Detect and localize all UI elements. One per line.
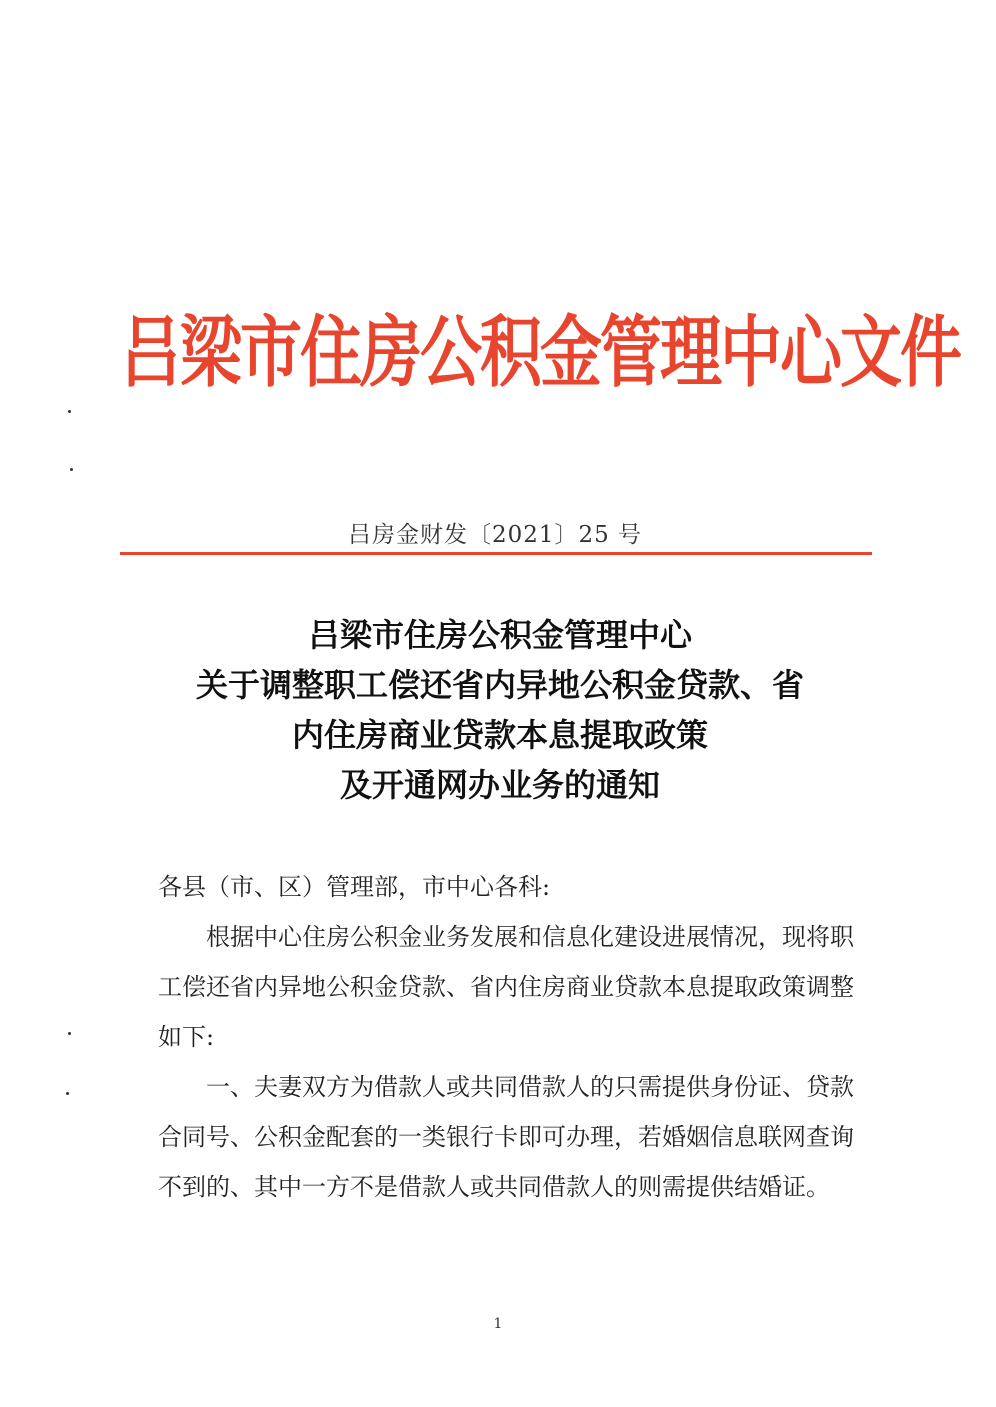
paragraph-intro: 根据中心住房公积金业务发展和信息化建设进展情况，现将职工偿还省内异地公积金贷款、省内住房商业贷款本息提取政策调整如下: [158, 923, 854, 1051]
title-line-2: 关于调整职工偿还省内异地公积金贷款、省 [195, 666, 804, 704]
document-number: 吕房金财发〔2021〕25 号 [347, 522, 643, 548]
title-line-1: 吕梁市住房公积金管理中心 [307, 616, 692, 654]
scan-speck [66, 1092, 69, 1095]
paragraph-item-1: 一、夫妻双方为借款人或共同借款人的只需提供身份证、贷款合同号、公积金配套的一类银行卡即可办理，若婚姻信息联网查询不到的、其中一方不是借款人或共同借款人的则需提供结婚证。 [158, 1073, 854, 1201]
notice-body [158, 862, 858, 1212]
scan-speck [68, 1032, 71, 1035]
scan-speck [68, 410, 71, 413]
scan-speck [70, 468, 73, 471]
masthead-title: 吕梁市住房公积金管理中心文件 [120, 306, 961, 398]
salutation: 各县（市、区）管理部，市中心各科: [158, 873, 551, 901]
title-line-4: 及开通网办业务的通知 [339, 766, 660, 804]
title-line-3: 内住房商业贷款本息提取政策 [291, 716, 708, 754]
notice-title [140, 610, 860, 810]
red-divider-line [120, 552, 872, 555]
page-number: 1 [493, 1316, 503, 1332]
